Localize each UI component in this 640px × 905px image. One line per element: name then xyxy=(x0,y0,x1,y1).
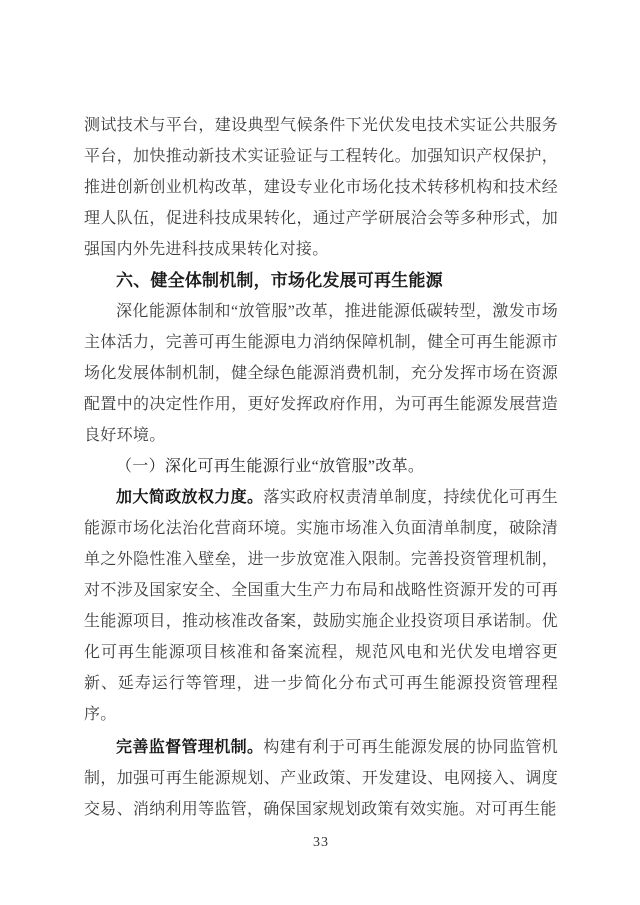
paragraph xyxy=(84,482,558,730)
page-content xyxy=(84,110,558,858)
section-heading: 六、健全体制机制，市场化发展可再生能源 xyxy=(116,271,443,290)
paragraph-text: 构建有利于可再生能源发展的协同监管机制，加强可再生能源规划、产业政策、开发建设、电网接入、调度交易、消纳利用等监管，确保国家规划政策有效实施。对可再生能 xyxy=(84,739,558,818)
paragraph-lead: 完善监督管理机制。 xyxy=(116,739,264,756)
page-number: 33 xyxy=(313,835,329,850)
paragraph: 测试技术与平台，建设典型气候条件下光伏发电技术实证公共服务平台，加快推动新技术实证验证与工程转化。加强知识产权保护，推进创新创业机构改革，建设专业化市场化技术转移机构和技术经理人队伍，促进科技成果转化，通过产学研展洽会等多种形式，加强国内外先进科技成果转化对接。 xyxy=(84,117,558,258)
paragraph-lead: 加大简政放权力度。 xyxy=(116,489,264,506)
paragraph-text: 落实政府权责清单制度，持续优化可再生能源市场化法治化营商环境。实施市场准入负面清单制度，破除清单之外隐性准入壁垒，进一步放宽准入限制。完善投资管理机制，对不涉及国家安全、全国重大生产力布局和战略性资源开发的可再生能源项目，推动核准改备案，鼓励实施企业投资项目承诺制。优化可再生能源项目核准和备案流程，规范风电和光伏发电增容更新、延寿运行等管理，进一步简化分布式可再生能源投资管理程序。 xyxy=(84,489,558,723)
paragraph: 深化能源体制和“放管服”改革，推进能源低碳转型，激发市场主体活力，完善可再生能源电力消纳保障机制，健全可再生能源市场化发展体制机制，健全绿色能源消费机制，充分发挥市场在资源配置中的决定性作用，更好发挥政府作用，为可再生能源发展营造良好环境。 xyxy=(84,303,558,444)
subsection-heading: （一）深化可再生能源行业“放管服”改革。 xyxy=(116,458,425,475)
paragraph xyxy=(84,732,558,825)
